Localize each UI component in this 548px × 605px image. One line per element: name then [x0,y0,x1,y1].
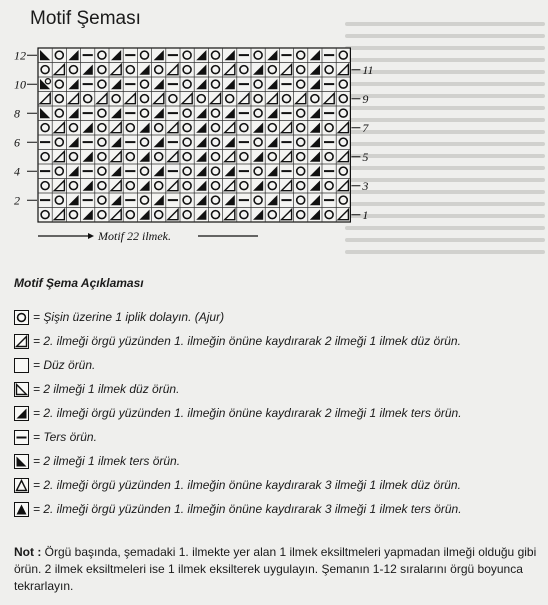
legend-item [14,380,179,398]
note-label: Not : [14,545,42,559]
row-label: 1 [362,207,369,222]
legend-title: Motif Şema Açıklaması [14,276,144,290]
note-text: Örgü başında, şemadaki 1. ilmekte yer alan 1 ilmek eksiltmeleri yapmadan ilmeği olduğu gibi örün. 2 ilmek eksiltmeleri ise 1 ilmek eksilterek uygulayın. Şemanın 1-12 sıralarını örgü boyunca tekrarlayın. [14,545,537,593]
legend-text: = Şişin üzerine 1 iplik dolayın. (Ajur) [33,310,225,324]
legend-item [14,476,461,494]
legend-text: = 2 ilmeği 1 ilmek düz örün. [33,382,180,396]
legend-item [14,308,224,326]
note [14,544,542,595]
motif-chart [12,40,372,250]
legend-text: = 2. ilmeği örgü yüzünden 1. ilmeğin önüne kaydırarak 3 ilmeği 1 ilmek düz örün. [33,478,461,492]
legend-symbol-icon [14,502,29,517]
legend-item [14,500,462,518]
page-title: Motif Şeması [30,8,141,29]
chart-grid [12,40,372,250]
row-label: 4 [14,164,20,179]
legend-item [14,332,461,350]
row-label: 11 [362,62,374,77]
legend-text: = Düz örün. [33,358,96,372]
legend-symbol-icon [14,430,29,445]
legend-text: = 2. ilmeği örgü yüzünden 1. ilmeğin önüne kaydırarak 3 ilmeği 1 ilmek ters örün. [33,502,462,516]
legend-symbol-icon [14,406,29,421]
background-text-block [345,14,545,284]
row-label: 9 [362,91,369,106]
legend-item [14,428,97,446]
row-label: 6 [14,135,20,150]
row-label: 7 [362,120,369,135]
legend-item [14,356,95,374]
row-label: 2 [14,193,20,208]
chart-footer: Motif 22 ilmek. [98,229,171,243]
legend-symbol-icon [14,454,29,469]
row-label: 3 [362,178,369,193]
legend-text: = Ters örün. [33,430,97,444]
legend-text: = 2 ilmeği 1 ilmek ters örün. [33,454,181,468]
legend-symbol-icon [14,310,29,325]
row-label: 12 [14,48,26,63]
legend-item [14,452,180,470]
row-label: 5 [362,149,369,164]
legend-text: = 2. ilmeği örgü yüzünden 1. ilmeğin önüne kaydırarak 2 ilmeği 1 ilmek ters örün. [33,406,462,420]
legend-text: = 2. ilmeği örgü yüzünden 1. ilmeğin önüne kaydırarak 2 ilmeği 1 ilmek düz örün. [33,334,461,348]
legend-symbol-icon [14,334,29,349]
legend-symbol-icon [14,478,29,493]
legend-item [14,404,462,422]
row-label: 10 [14,77,26,92]
legend-symbol-icon [14,358,29,373]
legend-symbol-icon [14,382,29,397]
row-label: 8 [14,106,20,121]
